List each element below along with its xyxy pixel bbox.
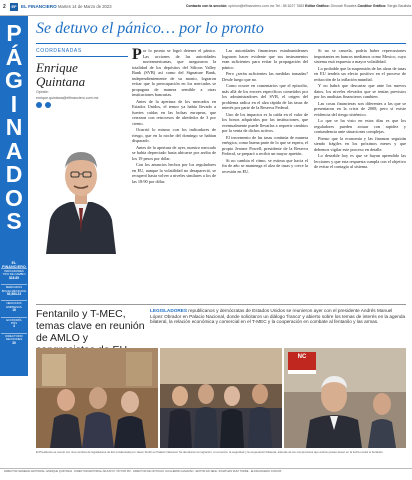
sidebar-index-item[interactable] <box>1 317 27 329</box>
index-value: 18 <box>12 308 16 313</box>
index-value: 52,584.23 <box>6 292 22 297</box>
article-paragraph: Y no habrá que descartar que ante los nuevos datos, los niveles elevados que se tenían previstos por los analistas financieros cambien. <box>314 83 406 99</box>
article-paragraph: Por lo pronto se logró detener el pánico. Las acciones de las autoridades norteamericanas, que aseguraron la totalidad de los depósitos del Silicon Valley Bank (SVB) así como del Signature Bank, independientemente de su monto, lograron evitar que la preocupación en los mercados se propagara de manera sensible a otras instituciones bancarias. <box>132 48 216 97</box>
author-portrait-illustration <box>36 124 126 254</box>
contact-email[interactable]: opinion@elfinanciero.com.mx <box>228 4 275 8</box>
coeditor-title: Coeditor Gráfico: <box>357 4 387 8</box>
index-label: INDICADORES <box>4 269 24 273</box>
article-paragraph: Uno de los impactos es la caída en el valor de los bonos adquiridos por las instituciones, que eventualmente puede llevarlas a requerir cambios por la venta de dichos activos. <box>222 111 308 133</box>
sidebar-index-item[interactable] <box>1 284 27 296</box>
news-channel-logo-icon: NC <box>297 354 307 360</box>
index-label: ECONOMÍA <box>6 317 22 322</box>
issue-date: Martes 14 de Marzo de 2023 <box>58 4 112 9</box>
article-paragraph: Si no se cancela, podría haber repercusiones importantes en bancos medianos como Mexico, cuyo sistema está expuesto a mayor volatilidad. <box>314 48 406 64</box>
article-paragraph: Pienso que la economía y las finanzas seguirán siendo frágiles en los próximos meses y que debemos vigilar este proceso en detalle. <box>314 135 406 152</box>
page-number: 2 <box>3 4 6 10</box>
newspaper-logo-icon: EF <box>11 4 17 9</box>
article-paragraph: Como ocurre en comentarios que el episodio, más allá de los errores específicos cometidos por los administradores del SVB, el origen del problema radica en el alza rápida de las tasas de interés por parte de la Reserva Federal. <box>222 83 308 110</box>
section-sidebar <box>0 16 28 376</box>
index-value: 30 <box>12 340 16 345</box>
article-paragraph: Si no cambia el ritmo, se estima que hacia el fin de año se mantenga el alza de tasas y crece la recesión en EU. <box>222 157 308 174</box>
article-paragraph: Con los anuncios hechos por los reguladores en EU, aunque la volatilidad no desapareció, se recuperó hasta volver a niveles similares a los de las 18:90 por dólar. <box>132 162 216 184</box>
index-label: DIRECTORIO <box>5 333 23 338</box>
article-column-1 <box>132 48 216 260</box>
secondary-lede <box>150 308 406 325</box>
editor-title: Editor Gráfico: <box>305 4 330 8</box>
sidebar-index-item[interactable] <box>1 300 27 312</box>
sidebar-index-item[interactable] <box>1 268 27 280</box>
page-footer: DIRECTOR GENERAL EDITORIAL: ENRIQUE QUINTANA · DIRECTOR EDITORIAL ADJUNTO: VÍCTOR PIZ · DIRECTOR DE NOTICIAS: GUILLERMO ALMAZÁN · EDITOR EN JEFE: JONATHAN RUIZ TORRE · ELFINANCIERO.COM.MX <box>0 468 412 480</box>
headline-rule <box>36 43 406 44</box>
section-title-letter: I <box>10 90 18 117</box>
sidebar-index-item[interactable] <box>1 333 27 345</box>
section-title-letters <box>2 22 26 234</box>
contact-label: Contacto con la sección: <box>186 4 228 8</box>
page-headline: Se detuvo el pánico… por lo pronto <box>36 20 264 37</box>
sidebar-index <box>1 268 27 349</box>
index-label: NEGOCIOS <box>6 301 22 306</box>
article-paragraph: Lo que se ha visto en estos días es que los reguladores pueden actuar con rapidez y contundencia ante situaciones complejas. <box>314 118 406 134</box>
facebook-icon[interactable] <box>45 102 51 108</box>
article-column-3 <box>314 48 406 266</box>
section-contact <box>186 4 411 8</box>
article-column-2 <box>222 48 308 266</box>
index-sub: EMPRESAS <box>6 304 22 309</box>
paper-name: EL FINANCIERO <box>21 4 57 9</box>
section-title-letter: Á <box>5 43 23 70</box>
index-sub: BOLSA MEXICANA <box>1 288 27 293</box>
phone-label: Tel.: <box>275 4 282 8</box>
photo-caption: El Presidente se reunió con una comitiva de legisladores de EU encabezada por Jason Smith en Palacio Nacional. Se abordaron la migración, el comercio, la seguridad y la cooperación bilateral, además de los compromisos que ambos países tienen en la lucha contra el fentanilo. <box>36 450 384 454</box>
lede-label: LEGISLADORES <box>150 308 187 313</box>
section-title-letter: P <box>6 20 22 46</box>
twitter-icon[interactable] <box>36 102 42 108</box>
index-sub: TIPO DE CAMBIO <box>2 272 26 277</box>
editor-name: Dinorah Rosales <box>330 4 357 8</box>
author-email[interactable]: enrique.quintana@elfinanciero.com.mx <box>36 96 99 100</box>
index-label: MERCADOS <box>5 285 23 290</box>
social-links <box>36 102 128 108</box>
drop-cap: P <box>132 48 142 63</box>
top-bar <box>0 0 412 16</box>
lede-text: republicanos y demócratas de Estados Unidos se reunieron ayer con el presidente Andrés Manuel López Obrador en Palacio Nacional, donde solicitaron un diálogo 'franco' y abierto sobre los temas de interés en la agenda bilateral, la relación económica y comercial en el T-MEC y la cooperación en combate al fentanilo y las armas. <box>150 308 406 325</box>
phone-number: 55 5227 7683 <box>282 4 305 8</box>
meeting-photo-1 <box>36 348 158 448</box>
index-value: 4 <box>13 324 15 329</box>
section-title-letter: G <box>5 67 23 93</box>
author-role: Opinión <box>36 90 49 94</box>
section-title-vertical <box>2 22 26 234</box>
column-name: COORDENADAS <box>36 48 128 57</box>
article-paragraph: Lo deseable hoy es que se hayan aprendido las lecciones y que esta respuesta cumpla con el objetivo de evitar el contagio al sistema. <box>314 153 406 169</box>
author-name: Enrique Quintana <box>36 60 86 89</box>
article-paragraph: Lo probable que la suspensión de las alzas de tasas en EU tendría un efecto positivo en el proceso de reducción de la inflación mundial. <box>314 65 406 82</box>
section-title-letter: A <box>5 137 23 164</box>
section-title-letter: D <box>5 161 23 187</box>
article-paragraph: Ocurrió lo mismo con los indicadores de riesgo, que en la noche del domingo se habían disparado. <box>132 127 216 143</box>
article-paragraph: Pero ¿serán suficientes las medidas tomadas? Desde luego que no. <box>222 71 308 82</box>
section-title-letter: O <box>5 184 23 211</box>
section-title-letter: N <box>5 114 23 140</box>
meeting-photo-3 <box>284 348 406 448</box>
sidebar-brand: EL FINANCIERO <box>2 261 26 269</box>
article-paragraph: Las autoridades financieras estadounidenses lograron hacer evidente que sus instrumentos eran suficientes para evitar la propagación del pánico. <box>222 48 308 70</box>
photo-strip <box>36 348 406 448</box>
article-paragraph: Las cosas financieras son diferentes a las que se presentaron en la crisis de 2008, pero sí existe evidencia del riesgo sistémico. <box>314 100 406 117</box>
column-byline <box>36 48 128 120</box>
meeting-photo-2 <box>160 348 282 448</box>
article-paragraph: El incremento de las tasas continúa de manera enérgica, como buena parte de lo que se espera, el propio Jerome Powell, presidente de la Reserva Federal, se preparó a recibir un mayor apretón. <box>222 134 308 156</box>
section-divider <box>36 304 406 305</box>
secondary-headline: Fentanilo y T-MEC, temas clave en reunión de AMLO y <box>36 308 145 344</box>
author-portrait <box>36 124 126 254</box>
index-value: $18.89 <box>9 275 19 280</box>
index-sub: PAÍS <box>10 321 18 326</box>
coeditor-name: Sergio Bautista <box>387 4 411 8</box>
article-paragraph: Antes de la apertura de ayer, nuestro mercado se había depreciado hasta ubicarse por arriba de los 19 pesos por dólar. <box>132 144 216 161</box>
section-title-letter: S <box>6 208 22 234</box>
article-paragraph: Antes de la apertura de los mercados en Estados Unidos, el temor ya había llevado a fuertes caídas en las bolsas europeas, que cerraron con retrocesos de alrededor de 3 por ciento. <box>132 98 216 126</box>
index-sub: SECCIONES <box>5 337 23 342</box>
